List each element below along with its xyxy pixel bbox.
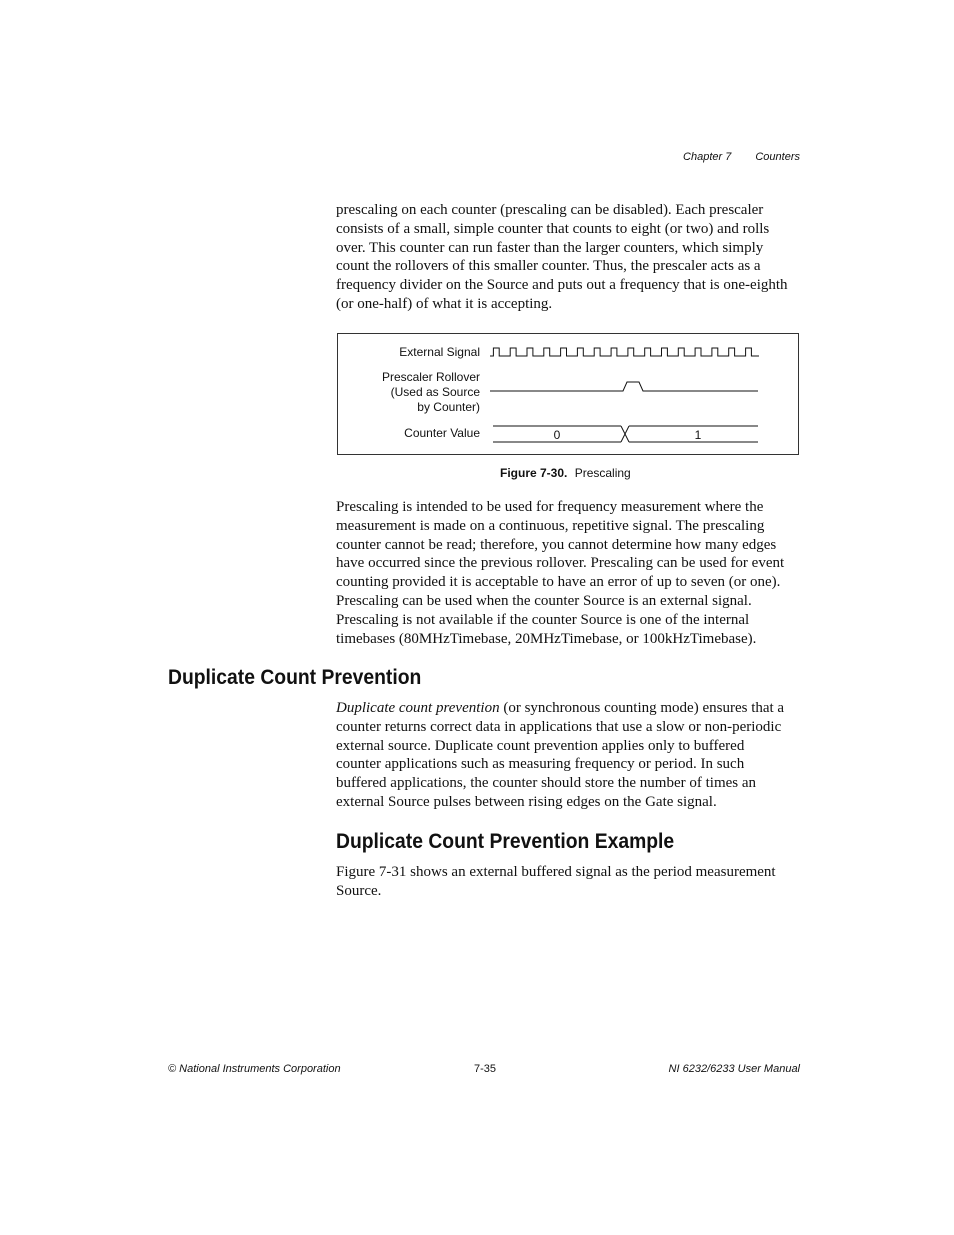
footer-manual-title: NI 6232/6233 User Manual — [668, 1063, 800, 1075]
counter-value-1: 1 — [694, 428, 702, 442]
label-prescaler-by-counter: by Counter) — [417, 400, 480, 414]
label-external-signal: External Signal — [399, 345, 480, 359]
paragraph-line: prescaling on each counter (prescaling can be disabled). Each prescaler — [336, 202, 764, 218]
footer-page-number: 7-35 — [474, 1063, 497, 1075]
paragraph-line: external source. Duplicate count prevention applies only to buffered — [336, 737, 745, 754]
prescaler-rollover-waveform — [490, 382, 758, 391]
paragraph-line: Prescaling can be used when the counter Source is an external signal. — [336, 592, 752, 609]
header-section: Counters — [755, 151, 800, 163]
header-chapter: Chapter 7 — [683, 151, 732, 163]
paragraph-line: measurement is made on a continuous, repetitive signal. The prescaling — [336, 517, 765, 534]
paragraph-line: count the rollovers of this smaller counter. Thus, the prescaler acts as a — [336, 258, 761, 275]
paragraph-line: external Source pulses between rising edges on the Gate signal. — [336, 793, 717, 810]
paragraph-line: counting provided it is acceptable to have an error of up to seven (or one). — [336, 574, 781, 591]
duplicate-count-paragraph — [336, 699, 802, 812]
line-rest: (or synchronous counting mode) ensures that a — [499, 700, 785, 716]
paragraph-line: counter applications such as measuring frequency or period. In such — [336, 756, 745, 773]
section-heading: Duplicate Count Prevention — [168, 666, 422, 689]
footer-copyright: © National Instruments Corporation — [168, 1063, 341, 1075]
paragraph-line: buffered applications, the counter should store the number of times an — [336, 775, 757, 792]
paragraph-line: Prescaling is not available if the counter Source is one of the internal — [336, 611, 750, 628]
paragraph-line: over. This counter can run faster than the larger counters, which simply — [336, 239, 764, 256]
figure-number: Figure 7-30. — [500, 466, 568, 480]
paragraph-line: consists of a small, simple counter that counts to eight (or two) and rolls — [336, 220, 770, 237]
paragraph-line: counter cannot be read; therefore, you cannot determine how many edges — [336, 536, 777, 553]
paragraph-line: timebases (80MHzTimebase, 20MHzTimebase, or 100kHzTimebase). — [336, 630, 757, 647]
prescaling-figure — [337, 333, 799, 455]
figure-title: Prescaling — [574, 466, 631, 480]
paragraph-line: counter returns correct data in applications that use a slow or non-periodic — [336, 718, 782, 735]
example-paragraph — [336, 863, 802, 901]
subsection-heading: Duplicate Count Prevention Example — [336, 830, 675, 853]
label-counter-value: Counter Value — [404, 426, 480, 440]
paragraph-line: Prescaling is intended to be used for frequency measurement where the — [336, 499, 764, 515]
paragraph-line: (or one-half) of what it is accepting. — [336, 295, 553, 312]
label-prescaler-used-as: (Used as Source — [390, 385, 480, 399]
label-prescaler-rollover: Prescaler Rollover — [381, 370, 480, 384]
figure-caption — [500, 466, 631, 480]
timing-diagram — [338, 334, 800, 456]
paragraph-line — [336, 699, 802, 718]
prescaling-paragraph — [336, 498, 802, 648]
intro-paragraph — [336, 201, 802, 314]
counter-value-bus — [493, 426, 758, 442]
paragraph-line: have occurred since the previous rollover. Prescaling can be used for event — [336, 555, 785, 572]
paragraph-line: Figure 7-31 shows an external buffered signal as the period measurement — [336, 864, 776, 880]
paragraph-line: Source. — [336, 882, 382, 899]
external-signal-waveform — [490, 348, 759, 356]
counter-value-0: 0 — [553, 428, 561, 442]
paragraph-line: frequency divider on the Source and puts out a frequency that is one-eighth — [336, 277, 788, 294]
italic-term: Duplicate count prevention — [336, 700, 500, 716]
running-header — [683, 151, 800, 163]
